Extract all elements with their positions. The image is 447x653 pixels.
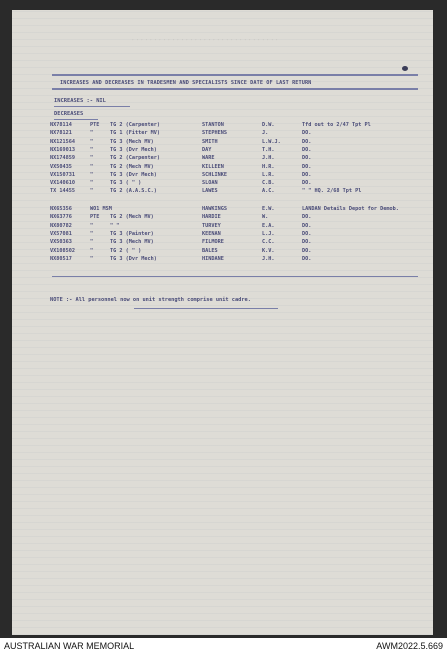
cell-grade: " " — [110, 222, 120, 229]
cell-number: VX57081 — [50, 230, 72, 237]
cell-number: NX63776 — [50, 214, 72, 221]
cell-grade: TG 2 (Mech MV) — [110, 163, 154, 170]
cell-initials: J.H. — [262, 155, 275, 162]
table-row — [12, 147, 433, 155]
cell-number: VX140610 — [50, 180, 75, 187]
cell-surname: STEPHENS — [202, 130, 227, 137]
cell-rank: " — [90, 239, 94, 246]
cell-grade: TG 2 ( " ) — [110, 247, 142, 254]
table-row — [12, 256, 433, 264]
personnel-note: NOTE :- All personnel now on unit strength comprise unit cadre. — [50, 297, 251, 303]
cell-remarks: DO. — [302, 180, 312, 187]
cell-remarks: DO. — [302, 239, 312, 246]
cell-number: NX80782 — [50, 222, 72, 229]
cell-initials: J.H. — [262, 255, 275, 262]
cell-remarks: " " HQ. 2/68 Tpt Pl — [302, 188, 362, 195]
table-row — [12, 139, 433, 147]
cell-rank: PTE — [90, 122, 100, 128]
cell-remarks: DO. — [302, 130, 312, 137]
cell-initials: E.W. — [262, 206, 275, 212]
bleed-through-text: · · · · · · · · · · · · · · · · · · · · · · · · · · · · · · · · · — [132, 38, 279, 44]
cell-number: NX78121 — [50, 130, 72, 137]
table-row — [12, 223, 433, 231]
cell-surname: STANTON — [202, 122, 224, 128]
cell-remarks: DO. — [302, 214, 312, 221]
cell-remarks: DO. — [302, 163, 312, 170]
cell-number: NX65356 — [50, 206, 72, 212]
table-row — [12, 214, 433, 222]
table-row — [12, 122, 433, 130]
cell-number: VX150731 — [50, 171, 75, 178]
cell-rank: " — [90, 130, 94, 137]
cell-rank: " — [90, 230, 94, 237]
cell-initials: L.R. — [262, 171, 275, 178]
increases-label: INCREASES :- NIL — [54, 98, 106, 104]
table-row — [12, 164, 433, 172]
cell-grade: TG 3 (Mech MV) — [110, 239, 154, 246]
document-sheet — [12, 10, 433, 635]
cell-number: NX78114 — [50, 122, 72, 128]
cell-initials: H.R. — [262, 163, 275, 170]
cell-grade: TG 1 (Fitter MV) — [110, 130, 160, 137]
table-row — [12, 248, 433, 256]
cell-number: NX80517 — [50, 255, 72, 262]
cell-initials: T.H. — [262, 146, 275, 153]
cell-grade: TG 2 (A.A.S.C.) — [110, 188, 157, 195]
cell-rank: WO1 MSM — [90, 206, 112, 212]
cell-grade: TG 3 ( " ) — [110, 180, 142, 187]
cell-initials: W. — [262, 214, 269, 221]
cell-surname: HINDANE — [202, 255, 224, 262]
cell-surname: SLOAN — [202, 180, 218, 187]
cell-rank: " — [90, 171, 94, 178]
table-row — [12, 206, 433, 214]
cell-rank: " — [90, 155, 94, 162]
cell-grade: TG 3 (Painter) — [110, 230, 154, 237]
cell-rank: " — [90, 163, 94, 170]
cell-remarks: DO. — [302, 171, 312, 178]
table-row — [12, 155, 433, 163]
cell-number: VX50363 — [50, 239, 72, 246]
cell-surname: TURVEY — [202, 222, 221, 229]
table-row — [12, 130, 433, 138]
cell-surname: DAY — [202, 146, 212, 153]
cell-grade: TG 3 (Dvr Mech) — [110, 171, 157, 178]
cell-rank: " — [90, 138, 94, 145]
table-row — [12, 172, 433, 180]
document-heading: INCREASES AND DECREASES IN TRADESMEN AND SPECIALISTS SINCE DATE OF LAST RETURN — [60, 80, 312, 86]
cell-rank: " — [90, 188, 94, 195]
heading-rule-top — [52, 74, 418, 76]
cell-surname: KEENAN — [202, 230, 221, 237]
cell-initials: J. — [262, 130, 269, 137]
cell-initials: L.J. — [262, 230, 275, 237]
cell-remarks: DO. — [302, 222, 312, 229]
cell-rank: PTE — [90, 214, 100, 221]
cell-initials: C.B. — [262, 180, 275, 187]
cell-number: TX 14455 — [50, 188, 75, 195]
cell-initials: D.W. — [262, 122, 275, 128]
cell-grade: TG 2 (Carpenter) — [110, 155, 160, 162]
footer-accession-number: AWM2022.5.669 — [376, 641, 443, 651]
cell-surname: LAWES — [202, 188, 218, 195]
cell-remarks: DO. — [302, 230, 312, 237]
cell-remarks: DO. — [302, 255, 312, 262]
table-end-rule — [52, 276, 418, 277]
cell-initials: C.C. — [262, 239, 275, 246]
cell-grade: TG 3 (Mech MV) — [110, 138, 154, 145]
cell-surname: SMITH — [202, 138, 218, 145]
table-row — [12, 239, 433, 247]
cell-initials: E.A. — [262, 222, 275, 229]
footer-institution: AUSTRALIAN WAR MEMORIAL — [4, 641, 135, 651]
cell-surname: HAWKINGS — [202, 206, 227, 212]
note-underline — [134, 308, 278, 309]
increases-underline — [54, 106, 130, 107]
cell-number: NX174859 — [50, 155, 75, 162]
table-row — [12, 188, 433, 196]
table-row — [12, 231, 433, 239]
cell-rank: " — [90, 255, 94, 262]
cell-initials: A.C. — [262, 188, 275, 195]
cell-rank: " — [90, 180, 94, 187]
heading-rule-bottom — [52, 88, 418, 90]
cell-rank: " — [90, 146, 94, 153]
decreases-label: DECREASES — [54, 111, 84, 117]
cell-initials: K.V. — [262, 247, 275, 254]
cell-grade: TG 3 (Dvr Mech) — [110, 146, 157, 153]
cell-remarks: DO. — [302, 247, 312, 254]
cell-grade: TG 3 (Dvr Mech) — [110, 255, 157, 262]
cell-surname: WARE — [202, 155, 215, 162]
cell-rank: " — [90, 247, 94, 254]
table-row — [12, 180, 433, 188]
cell-surname: BALES — [202, 247, 218, 254]
cell-remarks: LANDAN Details Depot for Demob. — [302, 206, 399, 212]
cell-remarks: DO. — [302, 138, 312, 145]
cell-grade: TG 2 (Mech MV) — [110, 214, 154, 221]
cell-number: NX121564 — [50, 138, 75, 145]
cell-number: NX169013 — [50, 146, 75, 153]
cell-surname: SCHLINKE — [202, 171, 227, 178]
cell-surname: KILLEEN — [202, 163, 224, 170]
cell-remarks: DO. — [302, 146, 312, 153]
cell-surname: FILMORE — [202, 239, 224, 246]
cell-surname: HARDIE — [202, 214, 221, 221]
cell-number: VX50435 — [50, 163, 72, 170]
cell-grade: TG 2 (Carpenter) — [110, 122, 160, 128]
cell-remarks: DO. — [302, 155, 312, 162]
decreases-underline — [54, 119, 98, 120]
cell-initials: L.W.J. — [262, 138, 281, 145]
cell-remarks: Tfd out to 2/47 Tpt Pl — [302, 122, 371, 128]
cell-rank: " — [90, 222, 94, 229]
punch-hole-mark — [402, 66, 408, 71]
cell-number: VX108502 — [50, 247, 75, 254]
